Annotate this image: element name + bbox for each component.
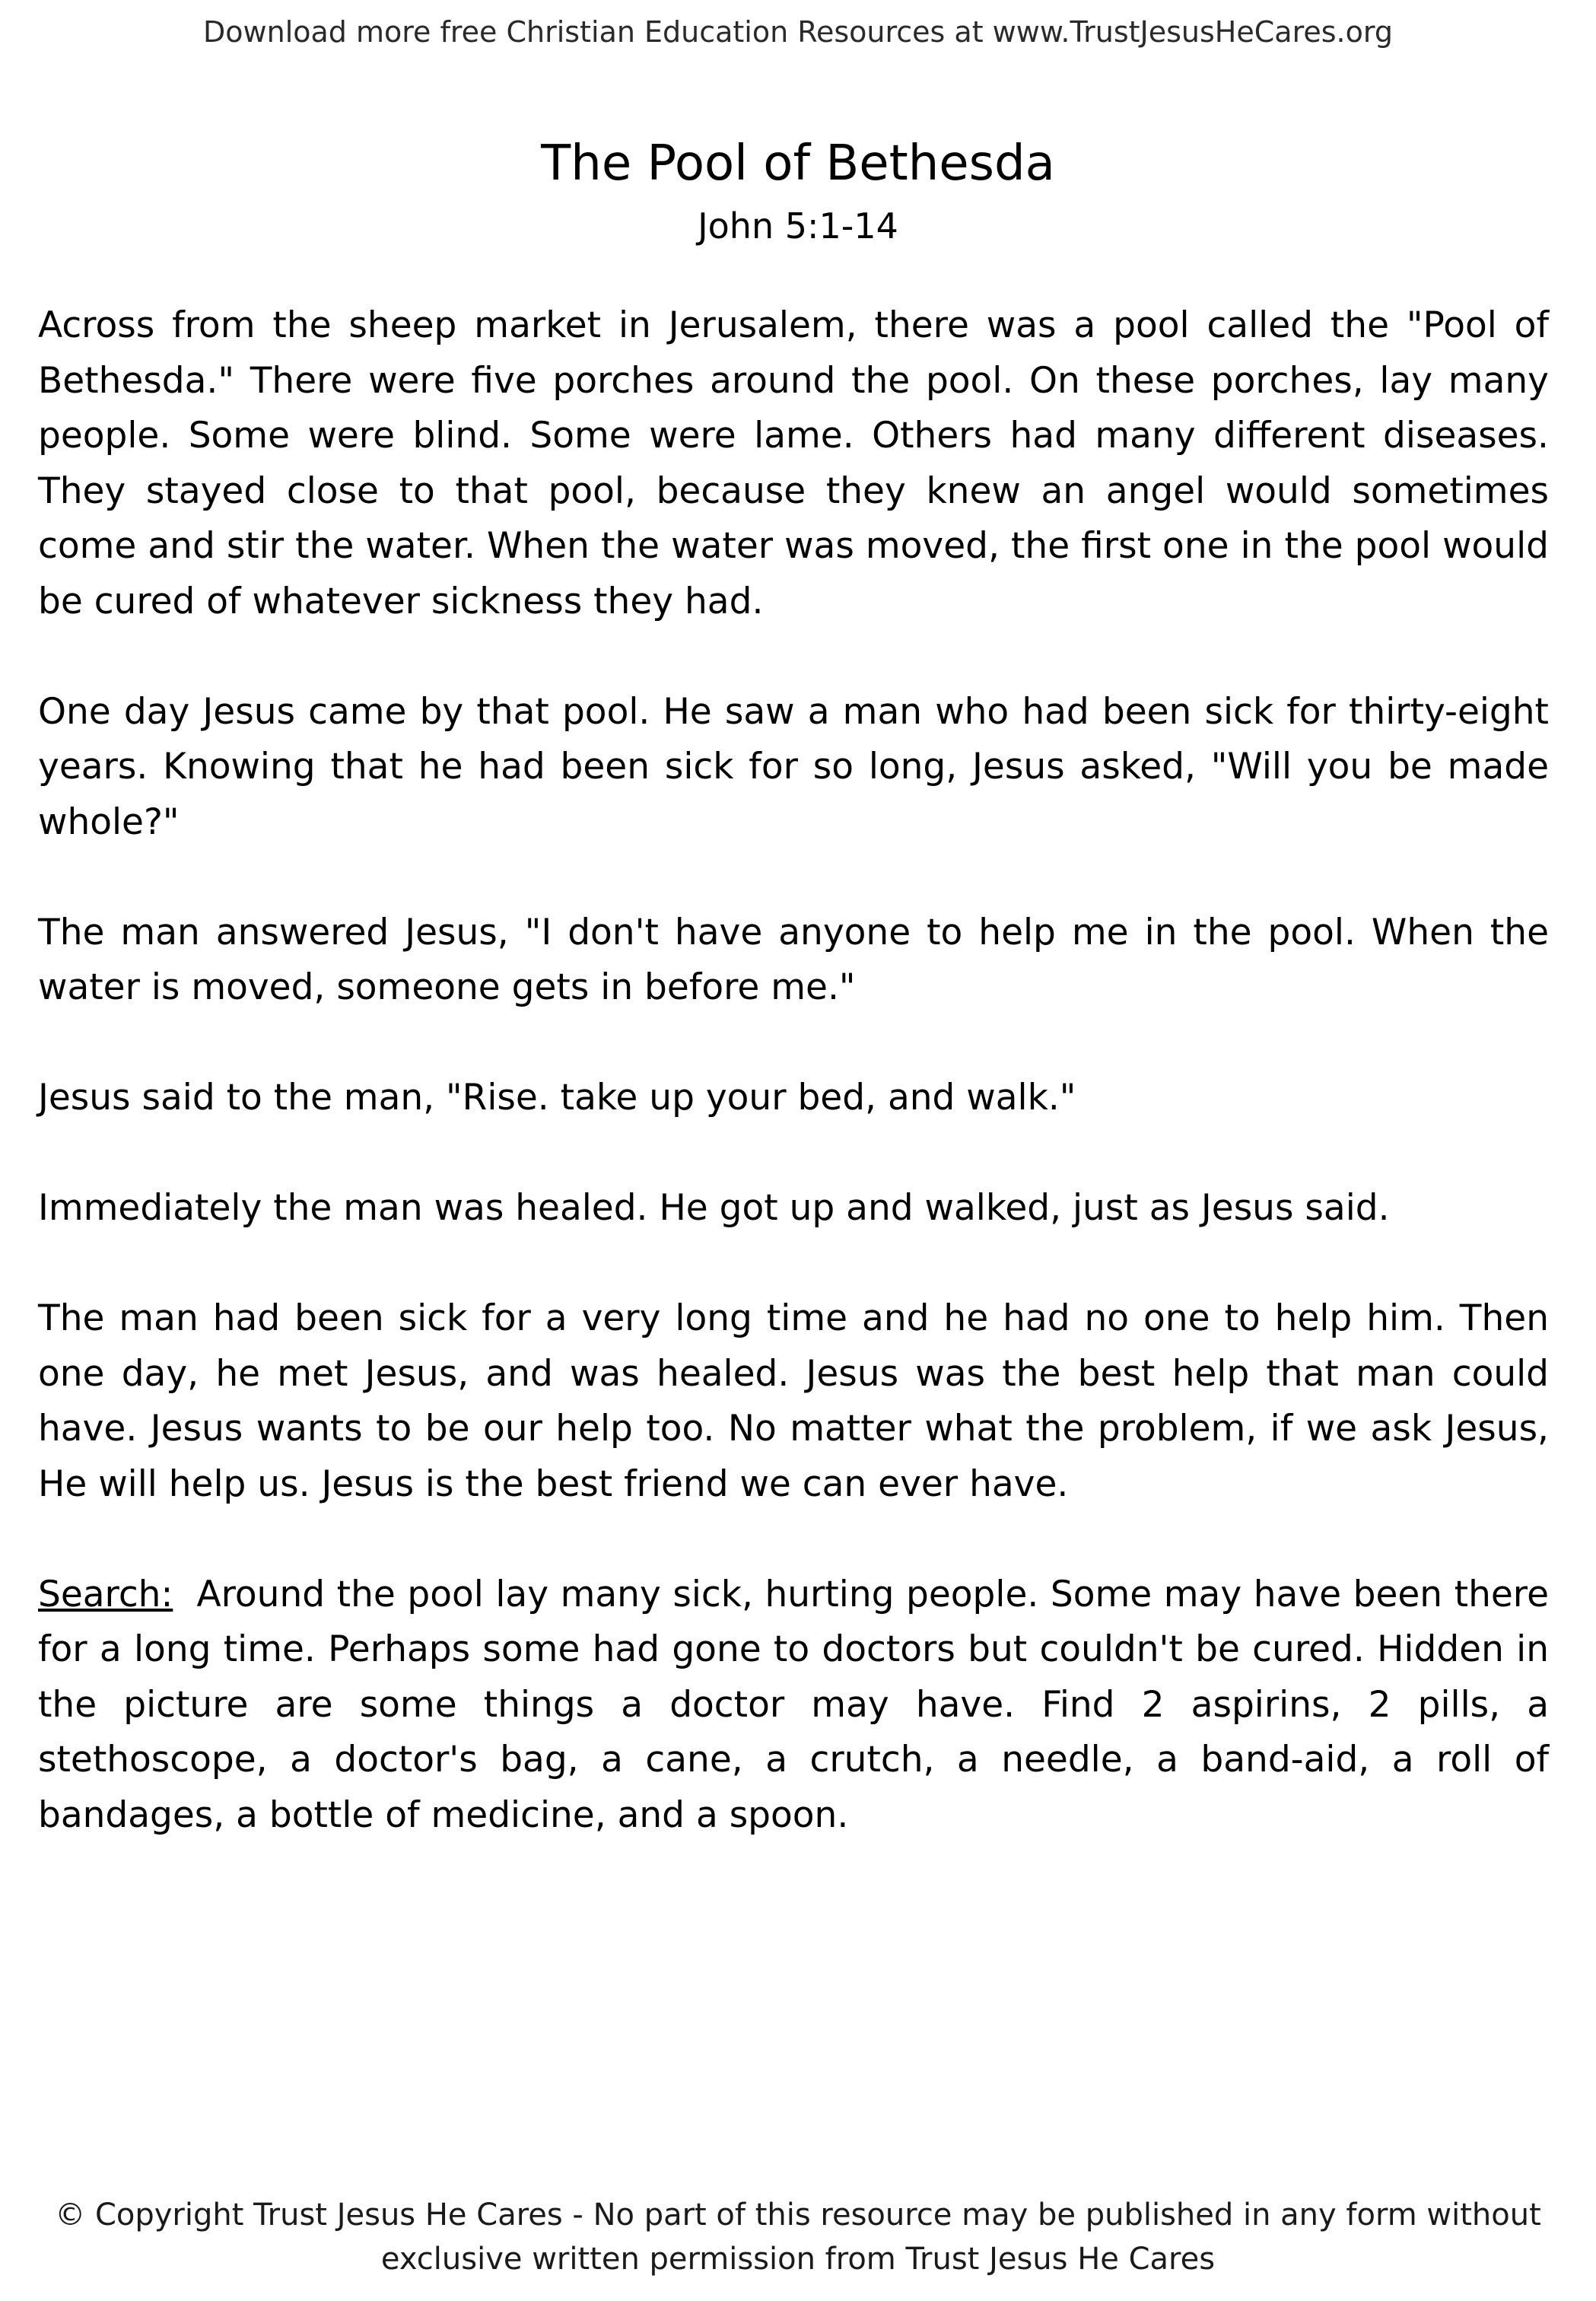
search-text: Around the pool lay many sick, hurting people. Some may have been there for a long time. Perhaps some had gone to doctors but couldn't be cured. Hidden in the picture are some things a doctor may have. Find 2 aspirins, 2 pills, a stethoscope, a doctor's bag, a cane, a crutch, a needle, a band-aid, a roll of bandages, a bottle of medicine, and a spoon. <box>38 1573 1549 1836</box>
story-paragraph-6: The man had been sick for a very long time and he had no one to help him. Then one day, he met Jesus, and was healed. Jesus was the best help that man could have. Jesus wants to be our help too. No matter what the problem, if we ask Jesus, He will help us. Jesus is the best friend we can ever have. <box>38 1297 1549 1505</box>
resource-download-note: Download more free Christian Education Resources at www.TrustJesusHeCares.org <box>203 15 1393 49</box>
story-paragraph-2: One day Jesus came by that pool. He saw a man who had been sick for thirty-eight years. Knowing that he had been sick for so long, Jesus asked, "Will you be made whole?" <box>38 690 1549 843</box>
search-instructions <box>38 1567 1549 1844</box>
story-paragraph-1: Across from the sheep market in Jerusalem, there was a pool called the "Pool of Bethesda." There were five porches around the pool. On these porches, lay many people. Some were blind. Some were lame. Others had many different diseases. They stayed close to that pool, because they knew an angel would sometimes come and stir the water. When the water was moved, the first one in the pool would be cured of whatever sickness they had. <box>38 304 1549 622</box>
story-paragraph-4: Jesus said to the man, "Rise. take up your bed, and walk." <box>38 1077 1076 1119</box>
story-body <box>38 298 1549 1898</box>
page-title: The Pool of Bethesda <box>541 135 1055 192</box>
copyright-line-2: exclusive written permission from Trust Jesus He Cares <box>380 2242 1216 2277</box>
scripture-reference: John 5:1-14 <box>698 205 898 247</box>
story-paragraph-5: Immediately the man was healed. He got up and walked, just as Jesus said. <box>38 1187 1390 1229</box>
copyright-footer <box>0 2193 1596 2281</box>
copyright-line-1: © Copyright Trust Jesus He Cares - No part of this resource may be published in any form without <box>55 2198 1541 2233</box>
story-paragraph-3: The man answered Jesus, "I don't have anyone to help me in the pool. When the water is moved, someone gets in before me." <box>38 911 1549 1008</box>
search-label: Search: <box>38 1573 173 1615</box>
